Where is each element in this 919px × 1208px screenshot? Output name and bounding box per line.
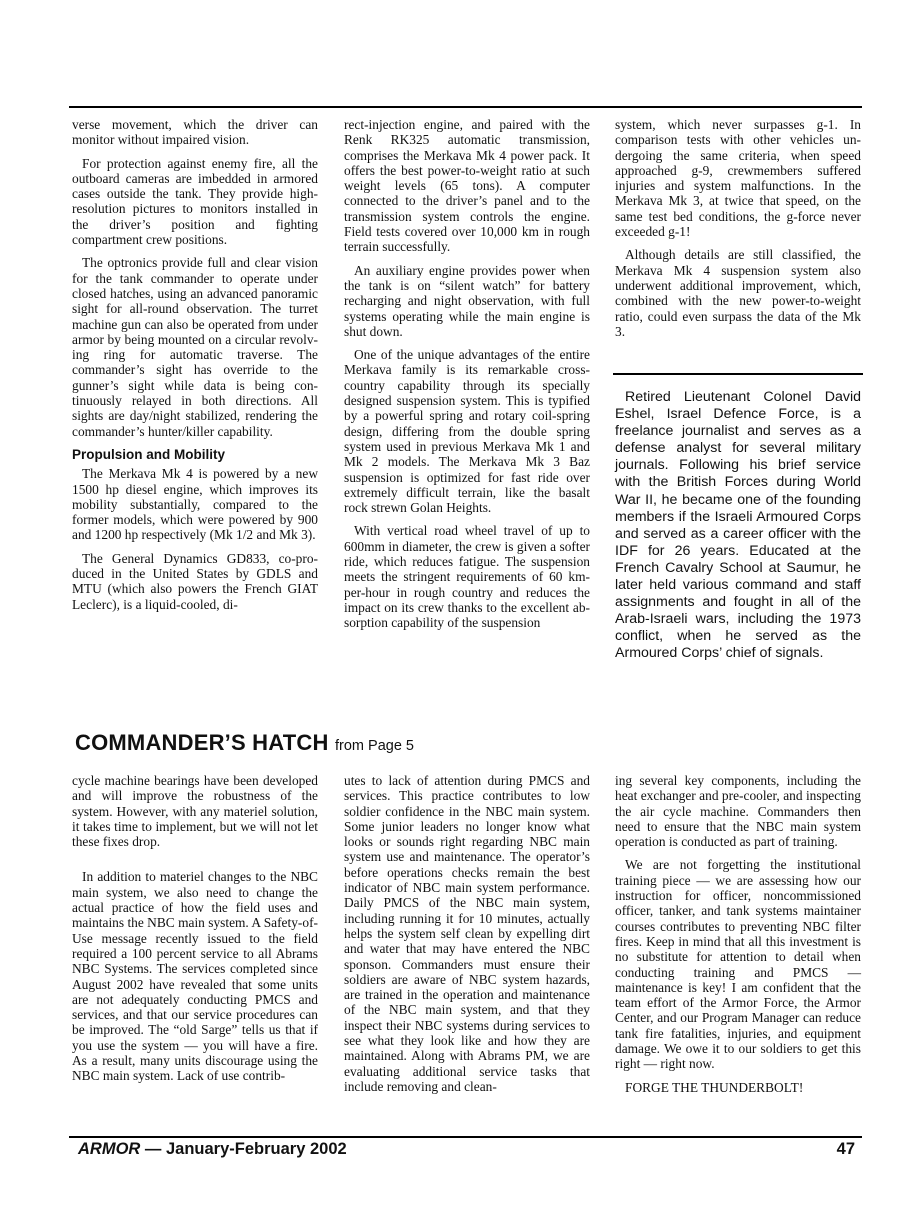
article-column-1: [72, 117, 318, 620]
section-title: [75, 730, 414, 756]
section-title-main: COMMANDER’S HATCH: [75, 730, 329, 755]
paragraph: utes to lack of attention during PMCS and services. This practice contributes to low soldier confidence in the NBC main system. Some junior leaders no longer know what looks or sounds right regarding NBC main system use and maintenance. The operator’s before operations checks remain the best indicator of NBC main system performance. Daily PMCS of the NBC main system, including running it for 10 minutes, actually helps the system self clean by expelling dirt and water that may have entered the NBC sponson. Commanders must ensure their soldiers are aware of NBC system hazards, are trained in the operation and maintenance of the NBC main system, and that they inspect their NBC systems during services to see what they look like and how they are maintained. Along with Abrams PM, we are evaluating additional service tasks that include removing and clean-: [344, 773, 590, 1094]
paragraph: The optronics provide full and clear vision for the tank commander to operate under closed hatches, using an advanced panoramic sight for all-round observation. The turret machine gun can also be operated from under armor by being mounted on a circular revolving ring for automatic traverse. The commander’s sight has override to the gunner’s sight while data is being continuously relayed in both directions. All sights are day/night stabilized, rendering the commander’s hunter/killer capability.: [72, 255, 318, 439]
paragraph: We are not forgetting the institutional training piece — we are assessing how our instruction for officer, noncommissioned officer, tanker, and tank systems maintainer courses contributes to preventing NBC filter fires. Keep in mind that all this investment is no substitute for attention to detail when conducting training and PMCS — maintenance is key! I am confident that the team effort of the Armor Force, the Armor Center, and our Program Manager can reduce tank fire fatalities, injuries, and equipment damage. We owe it to our soldiers to get this right — right now.: [615, 857, 861, 1072]
paragraph: With vertical road wheel travel of up to 600mm in diameter, the crew is given a softer ride, which reduces fatigue. The suspension meets the stringent requirements of 60 km-per-hour in rough country and reduces the impact on its crew thanks to the excellent absorption capability of the suspension: [344, 523, 590, 631]
paragraph: verse movement, which the driver can monitor without impaired vision.: [72, 117, 318, 148]
paragraph: Although details are still classified, the Merkava Mk 4 suspension system also underwent additional improvement, which, combined with the new power-to-weight ratio, could even surpass the data of the Mk 3.: [615, 247, 861, 339]
signoff: FORGE THE THUNDERBOLT!: [625, 1079, 804, 1095]
subheading-propulsion: Propulsion and Mobility: [72, 446, 225, 462]
hatch-column-1: [72, 773, 318, 1092]
top-rule: [69, 106, 862, 108]
paragraph: In addition to materiel changes to the NBC main system, we also need to change the actual practice of how the field uses and maintains the NBC main system. A Safety-of-Use message recently issued to the field required a 100 percent service to all Abrams NBC Systems. The services completed since August 2002 have revealed that some units are not adequately conducting PMCS and services, and that our service procedures can be improved. The “old Sarge” tells us that if you use the system — you will have a fire. As a result, many units discourage using the NBC main system. Lack of use contrib-: [72, 869, 318, 1084]
paragraph: The General Dynamics GD833, co-produced in the United States by GDLS and MTU (which also powers the French GIAT Leclerc), is a liquid-cooled, di-: [72, 550, 318, 612]
continued-from-link[interactable]: from Page 5: [335, 738, 414, 754]
paragraph: rect-injection engine, and paired with the Renk RK325 automatic transmission, comprises the Merkava Mk 4 power pack. It offers the best power-to-weight ratio at such weight levels (65 tons). A computer connected to the driver’s panel and to the transmission system controls the engine. Field tests covered over 10,000 km in rough terrain successfully.: [344, 117, 590, 255]
author-bio-text: Retired Lieutenant Colonel David Eshel, Israel Defence Force, is a freelance journalist and serves as a defense analyst for several military journals. Following his brief service with the British Forces during World War II, he became one of the founding members if the Israeli Armoured Corps and served as a career officer with the IDF for 26 years. Educated at the French Cavalry School at Saumur, he later held various command and staff assignments and fought in all of the Arab-Israeli wars, including the 1973 conflict, when he served as the Armoured Corps’ chief of signals.: [615, 389, 861, 662]
article-column-3: [615, 117, 861, 347]
issue-date: — January-February 2002: [140, 1140, 347, 1158]
paragraph: ing several key components, including the heat exchanger and pre-cooler, and inspecting the air cycle machine. Commanders then need to ensure that the NBC main system operation is conducted as part of training.: [615, 773, 861, 850]
paragraph: The Merkava Mk 4 is powered by a new 1500 hp diesel engine, which improves its mobility substantially, compared to the former models, which were powered by 900 and 1200 hp respectively (Mk 1/2 and Mk 3).: [72, 466, 318, 543]
paragraph: system, which never surpasses g-1. In comparison tests with other vehicles undergoing the same criteria, when speed approached g-9, crewmembers suffered injuries and system malfunctions. In the Merkava Mk 3, at twice that speed, on the same test bed conditions, the g-force never exceeded g-1!: [615, 117, 861, 240]
magazine-name: ARMOR: [78, 1140, 141, 1158]
paragraph: cycle machine bearings have been developed and will improve the robustness of the system. However, with any materiel solution, it takes time to implement, but we will not let these fixes drop.: [72, 773, 318, 850]
paragraph: For protection against enemy fire, all the outboard cameras are imbedded in armored cases outside the tank. They provide high-resolution pictures to monitors installed in the driver’s position and fighting compartment crew positions.: [72, 155, 318, 248]
hatch-column-2: [344, 773, 590, 1102]
bottom-rule: [69, 1136, 862, 1138]
paragraph: An auxiliary engine provides power when the tank is on “silent watch” for battery recharging and night observation, with full systems operating while the main engine is shut down.: [344, 262, 590, 339]
article-column-2: [344, 117, 590, 639]
author-bio: [615, 389, 861, 663]
hatch-column-3: [615, 773, 861, 1103]
footer-issue: [78, 1140, 347, 1159]
page-number: 47: [836, 1140, 855, 1158]
bio-separator-rule: [613, 373, 863, 375]
paragraph: One of the unique advantages of the entire Merkava family is its remarkable cross-country capability through its specially designed suspension system. This is typified by a powerful spring and rotary coil-spring design, differing from the double spring system used in previous Merkava Mk 1 and Mk 2 models. The Merkava Mk 3 Baz suspension is optimized for fast ride over extremely difficult terrain, like the basalt rock strewn Golan Heights.: [344, 347, 590, 516]
